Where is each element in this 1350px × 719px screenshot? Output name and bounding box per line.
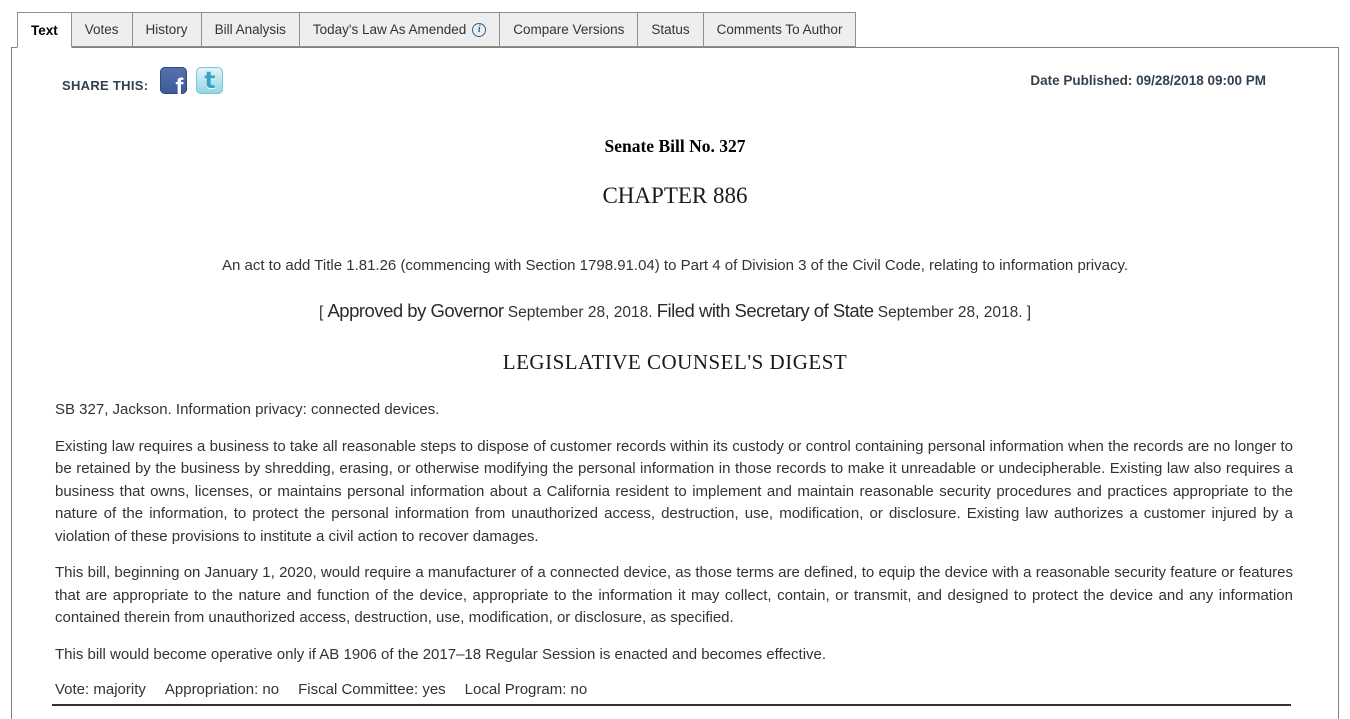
twitter-icon[interactable] xyxy=(196,67,223,94)
tab-label: Compare Versions xyxy=(513,22,625,37)
facebook-glyph: f xyxy=(175,74,184,94)
share-row xyxy=(12,48,1338,96)
open-bracket: [ xyxy=(318,304,324,321)
filed-with-secretary-label: Filed with Secretary of State xyxy=(656,300,874,321)
tab-compare-versions[interactable] xyxy=(499,12,638,47)
digest-paragraph: Existing law requires a business to take all reasonable steps to dispose of customer records within its custody or control containing personal information when the records are no longer to be retained by the business by shredding, erasing, or otherwise modifying the personal information in those records to make it unreadable or undecipherable. Existing law also requires a business that owns, licenses, or maintains personal information about a California resident to implement and maintain reasonable security procedures and practices appropriate to the nature of the information, to protect the personal information from unauthorized access, destruction, use, modification, or disclosure. Existing law authorizes a customer injured by a violation of these provisions to institute a civil action to recover damages. xyxy=(55,437,1293,545)
section-divider xyxy=(52,704,1291,706)
info-icon[interactable]: i xyxy=(472,23,486,37)
share-this-label: SHARE THIS: xyxy=(62,78,149,93)
vote-item: Vote: majority xyxy=(55,681,146,699)
date-published: Date Published: 09/28/2018 09:00 PM xyxy=(1030,73,1266,88)
tab-bill-analysis[interactable] xyxy=(201,12,300,47)
tab-label: Status xyxy=(651,22,690,37)
tab-label: Text xyxy=(31,22,58,38)
filed-date: September 28, 2018. xyxy=(877,304,1023,321)
tab-label: History xyxy=(145,22,188,37)
digest-paragraph: This bill would become operative only if AB 1906 of the 2017–18 Regular Session is enacted and becomes effective. xyxy=(55,646,827,664)
tab-comments-to-author[interactable] xyxy=(703,12,857,47)
facebook-icon[interactable] xyxy=(160,67,187,94)
twitter-glyph: t xyxy=(204,68,216,94)
fiscal-committee-item: Fiscal Committee: yes xyxy=(298,681,446,699)
appropriation-item: Appropriation: no xyxy=(164,681,280,699)
approved-date: September 28, 2018. xyxy=(507,304,653,321)
bill-title: Senate Bill No. 327 xyxy=(604,136,746,156)
digest-paragraph: This bill, beginning on January 1, 2020, would require a manufacturer of a connected device, as those terms are defined, to equip the device with a reasonable security feature or features that are appropriate to the nature and function of the device, appropriate to the information it may collect, contain, or transmit, and designed to protect the device and any information contained therein from unauthorized access, destruction, use, modification, or disclosure, as specified. xyxy=(55,564,1293,627)
chapter-heading: CHAPTER 886 xyxy=(602,183,748,208)
tab-bar xyxy=(0,12,1350,47)
tab-status[interactable] xyxy=(637,12,703,47)
tab-label: Today's Law As Amended xyxy=(312,22,467,37)
digest-paragraph: SB 327, Jackson. Information privacy: connected devices. xyxy=(55,401,440,418)
close-bracket: ] xyxy=(1026,304,1032,321)
bill-text-panel xyxy=(11,47,1339,719)
tab-votes[interactable] xyxy=(71,12,133,47)
tab-label: Votes xyxy=(84,22,119,37)
approved-by-governor-label: Approved by Governor xyxy=(327,300,504,321)
legislative-counsels-digest-heading: LEGISLATIVE COUNSEL'S DIGEST xyxy=(502,350,848,374)
digest-body xyxy=(55,399,1293,667)
tab-label: Bill Analysis xyxy=(214,22,286,37)
share-this xyxy=(62,67,232,94)
act-description: An act to add Title 1.81.26 (commencing with Section 1798.91.04) to Part 4 of Division 3 of the Civil Code, relating to information privacy. xyxy=(221,257,1129,274)
local-program-item: Local Program: no xyxy=(464,681,588,699)
tab-todays-law-as-amended[interactable] xyxy=(299,12,500,47)
tab-label: Comments To Author xyxy=(716,22,843,37)
tab-history[interactable] xyxy=(132,12,202,47)
approval-line xyxy=(12,300,1338,322)
vote-summary-line xyxy=(55,681,1293,698)
tab-text[interactable] xyxy=(17,12,72,48)
